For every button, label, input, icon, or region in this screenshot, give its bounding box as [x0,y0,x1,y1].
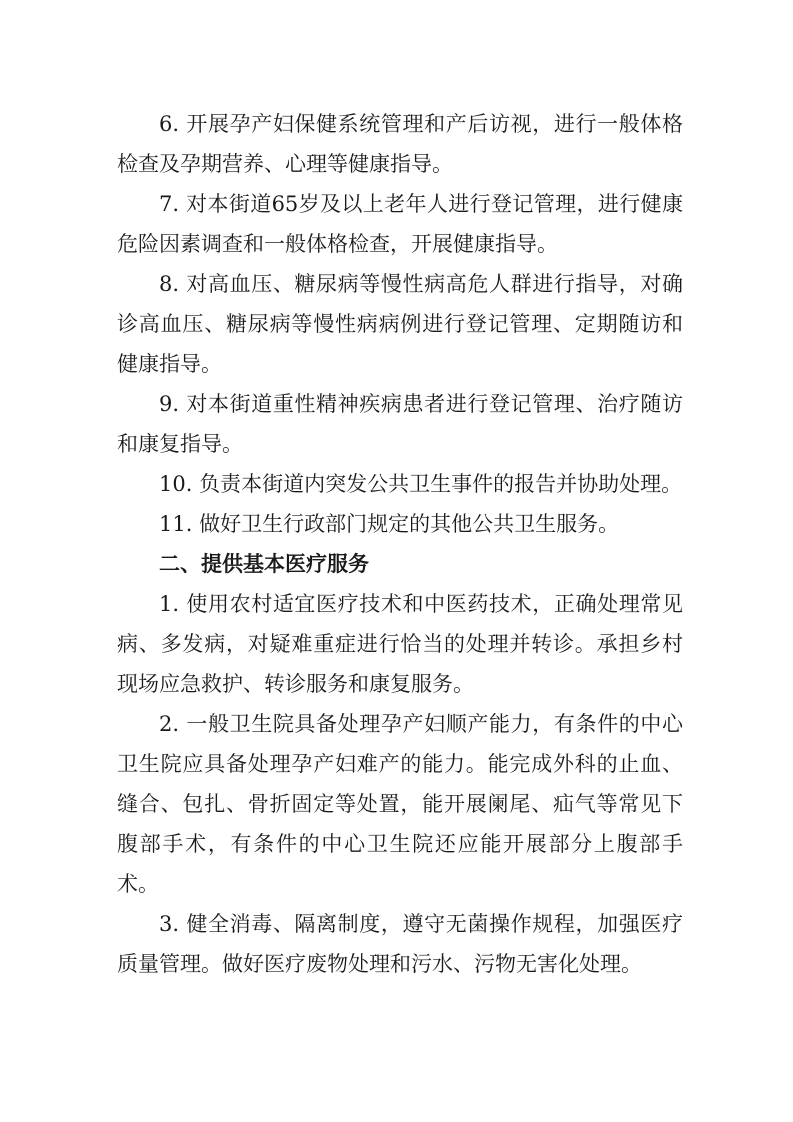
paragraph-item-6: 6. 开展孕产妇保健系统管理和产后访视，进行一般体格检查及孕期营养、心理等健康指导。 [117,112,683,176]
paragraph-item-3: 3. 健全消毒、隔离制度，遵守无菌操作规程，加强医疗质量管理。做好医疗废物处理和污水、污物无害化处理。 [117,912,683,976]
paragraph-item-1: 1. 使用农村适宜医疗技术和中医药技术，正确处理常见病、多发病，对疑难重症进行恰当的处理并转诊。承担乡村现场应急救护、转诊服务和康复服务。 [117,592,683,696]
paragraph-item-9: 9. 对本街道重性精神疾病患者进行登记管理、治疗随访和康复指导。 [117,392,683,456]
paragraph-item-11: 11. 做好卫生行政部门规定的其他公共卫生服务。 [159,512,620,536]
paragraph-item-8: 8. 对高血压、糖尿病等慢性病高危人群进行指导，对确诊高血压、糖尿病等慢性病病例进行登记管理、定期随访和健康指导。 [117,272,683,376]
paragraph-item-2: 2. 一般卫生院具备处理孕产妇顺产能力，有条件的中心卫生院应具备处理孕产妇难产的能力。能完成外科的止血、缝合、包扎、骨折固定等处置，能开展阑尾、疝气等常见下腹部手术，有条件的中心卫生院还应能开展部分上腹部手术。 [117,712,683,896]
paragraph-item-7: 7. 对本街道65岁及以上老年人进行登记管理，进行健康危险因素调查和一般体格检查，开展健康指导。 [117,192,683,256]
document-body [117,104,683,984]
paragraph-item-10: 10. 负责本街道内突发公共卫生事件的报告并协助处理。 [159,472,683,496]
section-heading: 二、提供基本医疗服务 [159,552,369,576]
